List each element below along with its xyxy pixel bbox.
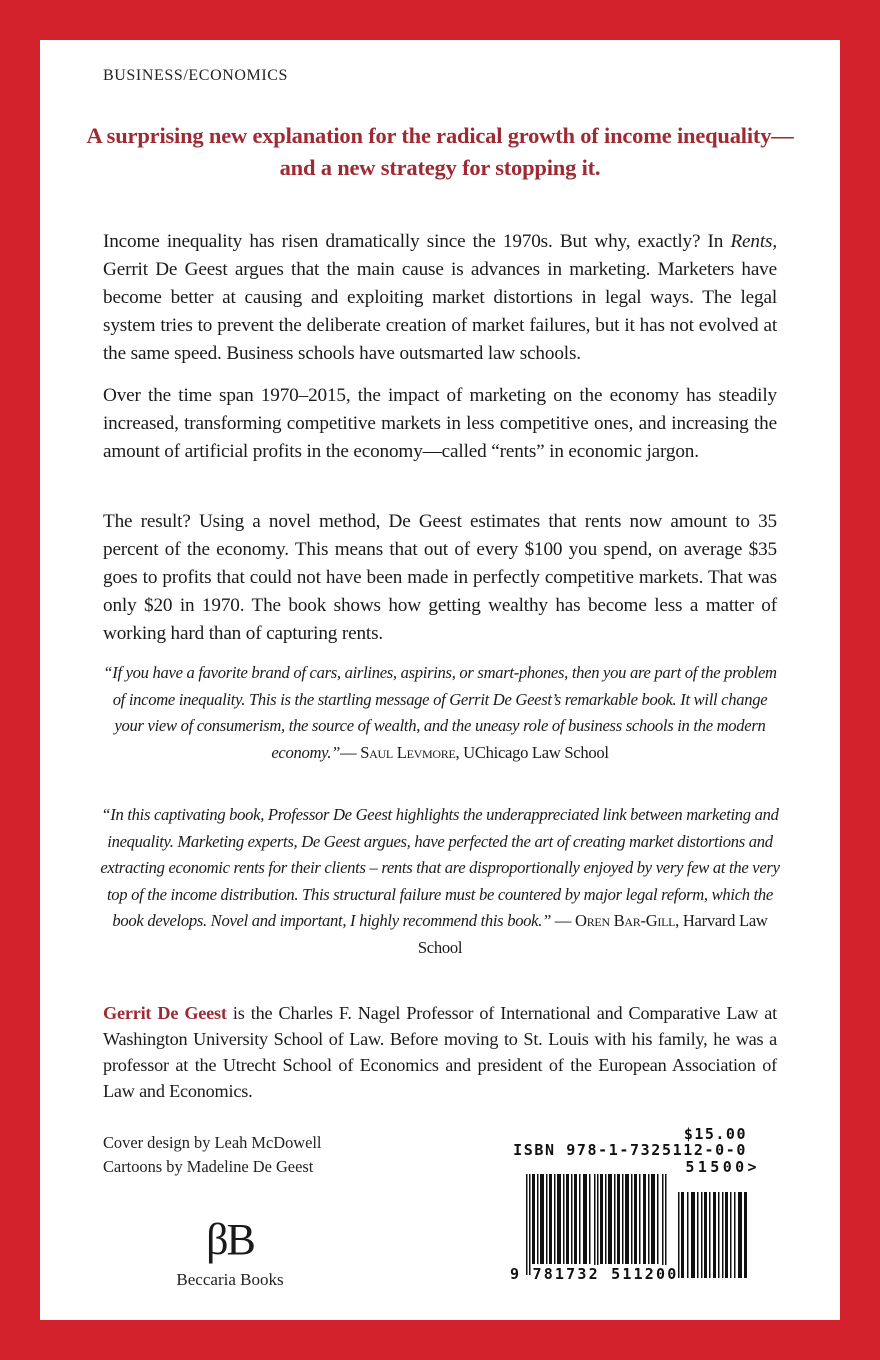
author-name: Gerrit De Geest	[103, 1003, 227, 1023]
isbn-label: ISBN 978-1-7325112-0-0	[513, 1141, 747, 1159]
publisher-name: Beccaria Books	[176, 1270, 284, 1289]
isbn-barcode	[500, 1125, 800, 1325]
blurb-author: Oren Bar-Gill	[575, 911, 676, 930]
blurb-quote: “If you have a favorite brand of cars, airlines, aspirins, or smart-phones, then you are part of the problem of income inequality. This is the startling message of Gerrit De Geest’s remarkable book. It will change your view of consumerism, the source of wealth, and the uneasy role of business schools in the modern economy.”	[103, 663, 777, 762]
description-paragraph-3: The result? Using a novel method, De Geest estimates that rents now amount to 35 percent of the economy. This means that out of every $100 you spend, on average $35 goes to profits that could not have been made in perfectly competitive markets. That was only $20 in 1970. The book shows how getting wealthy has become less a matter of working hard than of capturing rents.	[103, 511, 777, 644]
price-label: $15.00	[683, 1125, 747, 1143]
blurb-bar-gill	[100, 802, 780, 961]
back-cover-panel	[40, 40, 840, 1320]
headline: A surprising new explanation for the radical growth of income inequality—and a new strategy for stopping it.	[86, 123, 794, 180]
blurb-affiliation: , Harvard Law School	[417, 911, 768, 957]
author-bio-text: is the Charles F. Nagel Professor of International and Comparative Law at Washington University School of Law. Before moving to St. Louis with his family, he was a professor at the Utrecht School of Economics and president of the European Association of Law and Economics.	[103, 1003, 778, 1101]
book-title-italic: Rents	[730, 231, 773, 252]
blurb-affiliation: , UChicago Law School	[455, 742, 609, 762]
description-paragraph-2: Over the time span 1970–2015, the impact of marketing on the economy has steadily increased, transforming competitive markets in less competitive ones, and increasing the amount of artificial profits in the economy—called “rents” in economic jargon.	[103, 385, 777, 462]
blurb-author: Saul Levmore	[360, 742, 456, 762]
paragraph-text: Income inequality has risen dramatically since the 1970s. But why, exactly? In	[103, 231, 731, 252]
ean13-barcode-icon	[526, 1174, 668, 1275]
beccaria-logo-icon: βB	[206, 1215, 254, 1264]
cover-design-credit: Cover design by Leah McDowell	[103, 1133, 322, 1152]
credits	[103, 1131, 322, 1179]
ean-digits	[510, 1265, 678, 1283]
blurb-quote: “In this captivating book, Professor De Geest highlights the underappreciated link between marketing and inequality. Marketing experts, De Geest argues, have perfected the art of creating market distortions and extracting economic rents for their clients – rents that are disproportionally enjoyed by very few at the very top of the income distribution. This structural failure must be countered by major legal reform, which the book develops. Novel and important, I highly recommend this book.”	[100, 805, 780, 930]
price-addon-barcode-icon	[678, 1192, 748, 1278]
cartoons-credit: Cartoons by Madeline De Geest	[103, 1157, 314, 1176]
blurb-dash: —	[340, 742, 361, 762]
ean-left-digits: 781732	[532, 1265, 600, 1283]
author-bio	[103, 1000, 777, 1104]
category-label: BUSINESS/ECONOMICS	[103, 67, 289, 84]
description-paragraph-1	[103, 228, 777, 368]
paragraph-text: , Gerrit De Geest argues that the main cause is advances in marketing. Marketers have become better at causing and exploiting market distortions in legal ways. The legal system tries to prevent the deliberate creation of market failures, but it has not evolved at the same speed. Business schools have outsmarted law schools.	[103, 231, 777, 364]
blurb-dash: —	[551, 911, 576, 930]
blurb-levmore	[100, 660, 780, 766]
price-addon-digits: 51500>	[685, 1158, 760, 1176]
ean-right-digits: 511200	[611, 1265, 679, 1283]
ean-lead-digit: 9	[510, 1265, 522, 1283]
